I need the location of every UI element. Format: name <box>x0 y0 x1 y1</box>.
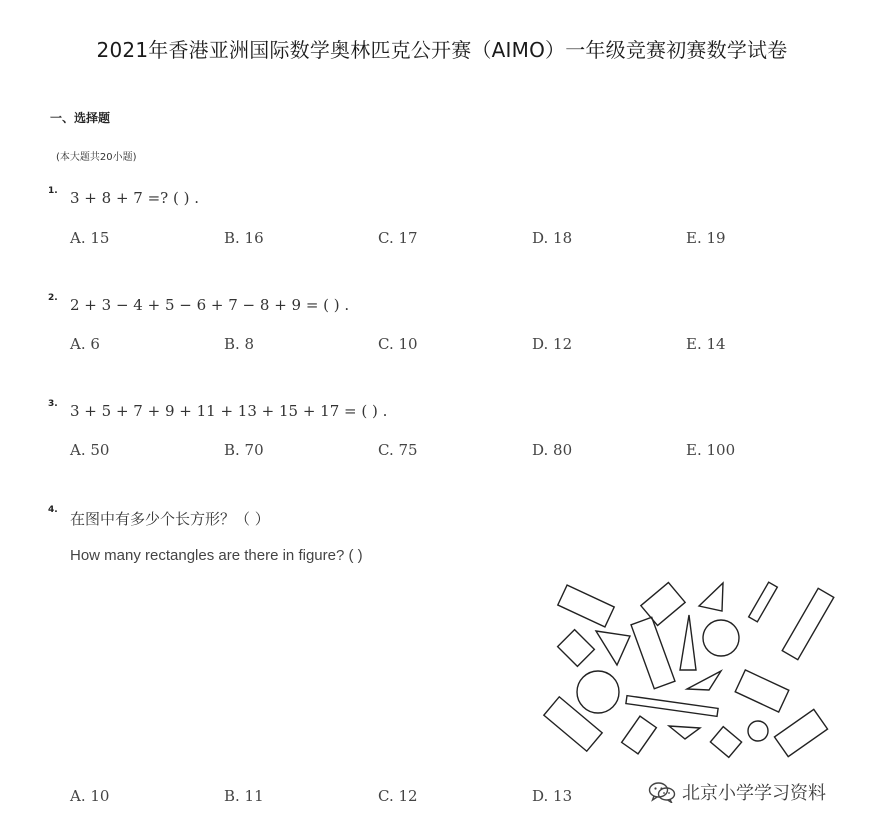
answer-option: E. 14 <box>686 335 726 353</box>
answer-option: B. 70 <box>224 441 264 459</box>
section-note: (本大题共20小题) <box>56 152 137 163</box>
question-text-english: How many rectangles are there in figure? ( ) <box>70 547 363 564</box>
question-number: 2. <box>48 293 58 303</box>
answer-option: B. 8 <box>224 335 255 353</box>
answer-option: C. 12 <box>378 787 418 805</box>
question-number: 1. <box>48 186 58 196</box>
rectangle-shape <box>631 617 675 688</box>
watermark <box>648 778 826 806</box>
answer-option: D. 12 <box>532 335 573 353</box>
answer-option: A. 6 <box>70 335 100 353</box>
answer-option: A. 10 <box>70 787 110 805</box>
watermark-text: 北京小学学习资料 <box>682 783 826 804</box>
answer-option: C. 75 <box>378 441 418 459</box>
answer-option: B. 11 <box>224 787 264 805</box>
circle-shape <box>703 620 739 656</box>
rectangle-shape <box>626 696 718 717</box>
page-title: 2021年香港亚洲国际数学奥林匹克公开赛（AIMO）一年级竞赛初赛数学试卷 <box>96 38 788 62</box>
answer-option: C. 10 <box>378 335 418 353</box>
question-number: 4. <box>48 505 58 515</box>
rectangle-shape <box>558 630 595 667</box>
shapes-figure <box>530 572 850 772</box>
question-text: 3 + 8 + 7 =? ( ) . <box>70 189 199 207</box>
rectangle-shape <box>774 709 827 756</box>
answer-option: B. 16 <box>224 229 264 247</box>
rectangle-shape <box>782 588 834 659</box>
triangle-shape <box>669 726 700 739</box>
rectangle-shape <box>735 670 789 712</box>
triangle-shape <box>699 583 723 611</box>
answer-option: D. 13 <box>532 787 573 805</box>
answer-option: D. 80 <box>532 441 573 459</box>
question-number: 3. <box>48 399 58 409</box>
answer-option: E. 100 <box>686 441 736 459</box>
answer-option: A. 50 <box>70 441 110 459</box>
wechat-icon <box>648 781 676 803</box>
circle-shape <box>577 671 619 713</box>
question-text: 3 + 5 + 7 + 9 + 11 + 13 + 15 + 17 = ( ) . <box>70 402 388 420</box>
triangle-shape <box>596 631 630 665</box>
circle-shape <box>748 721 768 741</box>
answer-option: D. 18 <box>532 229 573 247</box>
rectangle-shape <box>710 727 741 758</box>
question-text: 在图中有多少个长方形？（ ） <box>70 510 270 528</box>
section-heading: 一、选择题 <box>50 111 111 125</box>
rectangle-shape <box>749 582 778 622</box>
rectangle-shape <box>544 697 602 751</box>
question-text: 2 + 3 − 4 + 5 − 6 + 7 − 8 + 9 = ( ) . <box>70 296 350 314</box>
rectangle-shape <box>622 716 657 754</box>
answer-option: A. 15 <box>70 229 110 247</box>
answer-option: C. 17 <box>378 229 418 247</box>
triangle-shape <box>680 615 696 670</box>
answer-option: E. 19 <box>686 229 726 247</box>
triangle-shape <box>687 671 721 690</box>
rectangle-shape <box>558 585 614 627</box>
